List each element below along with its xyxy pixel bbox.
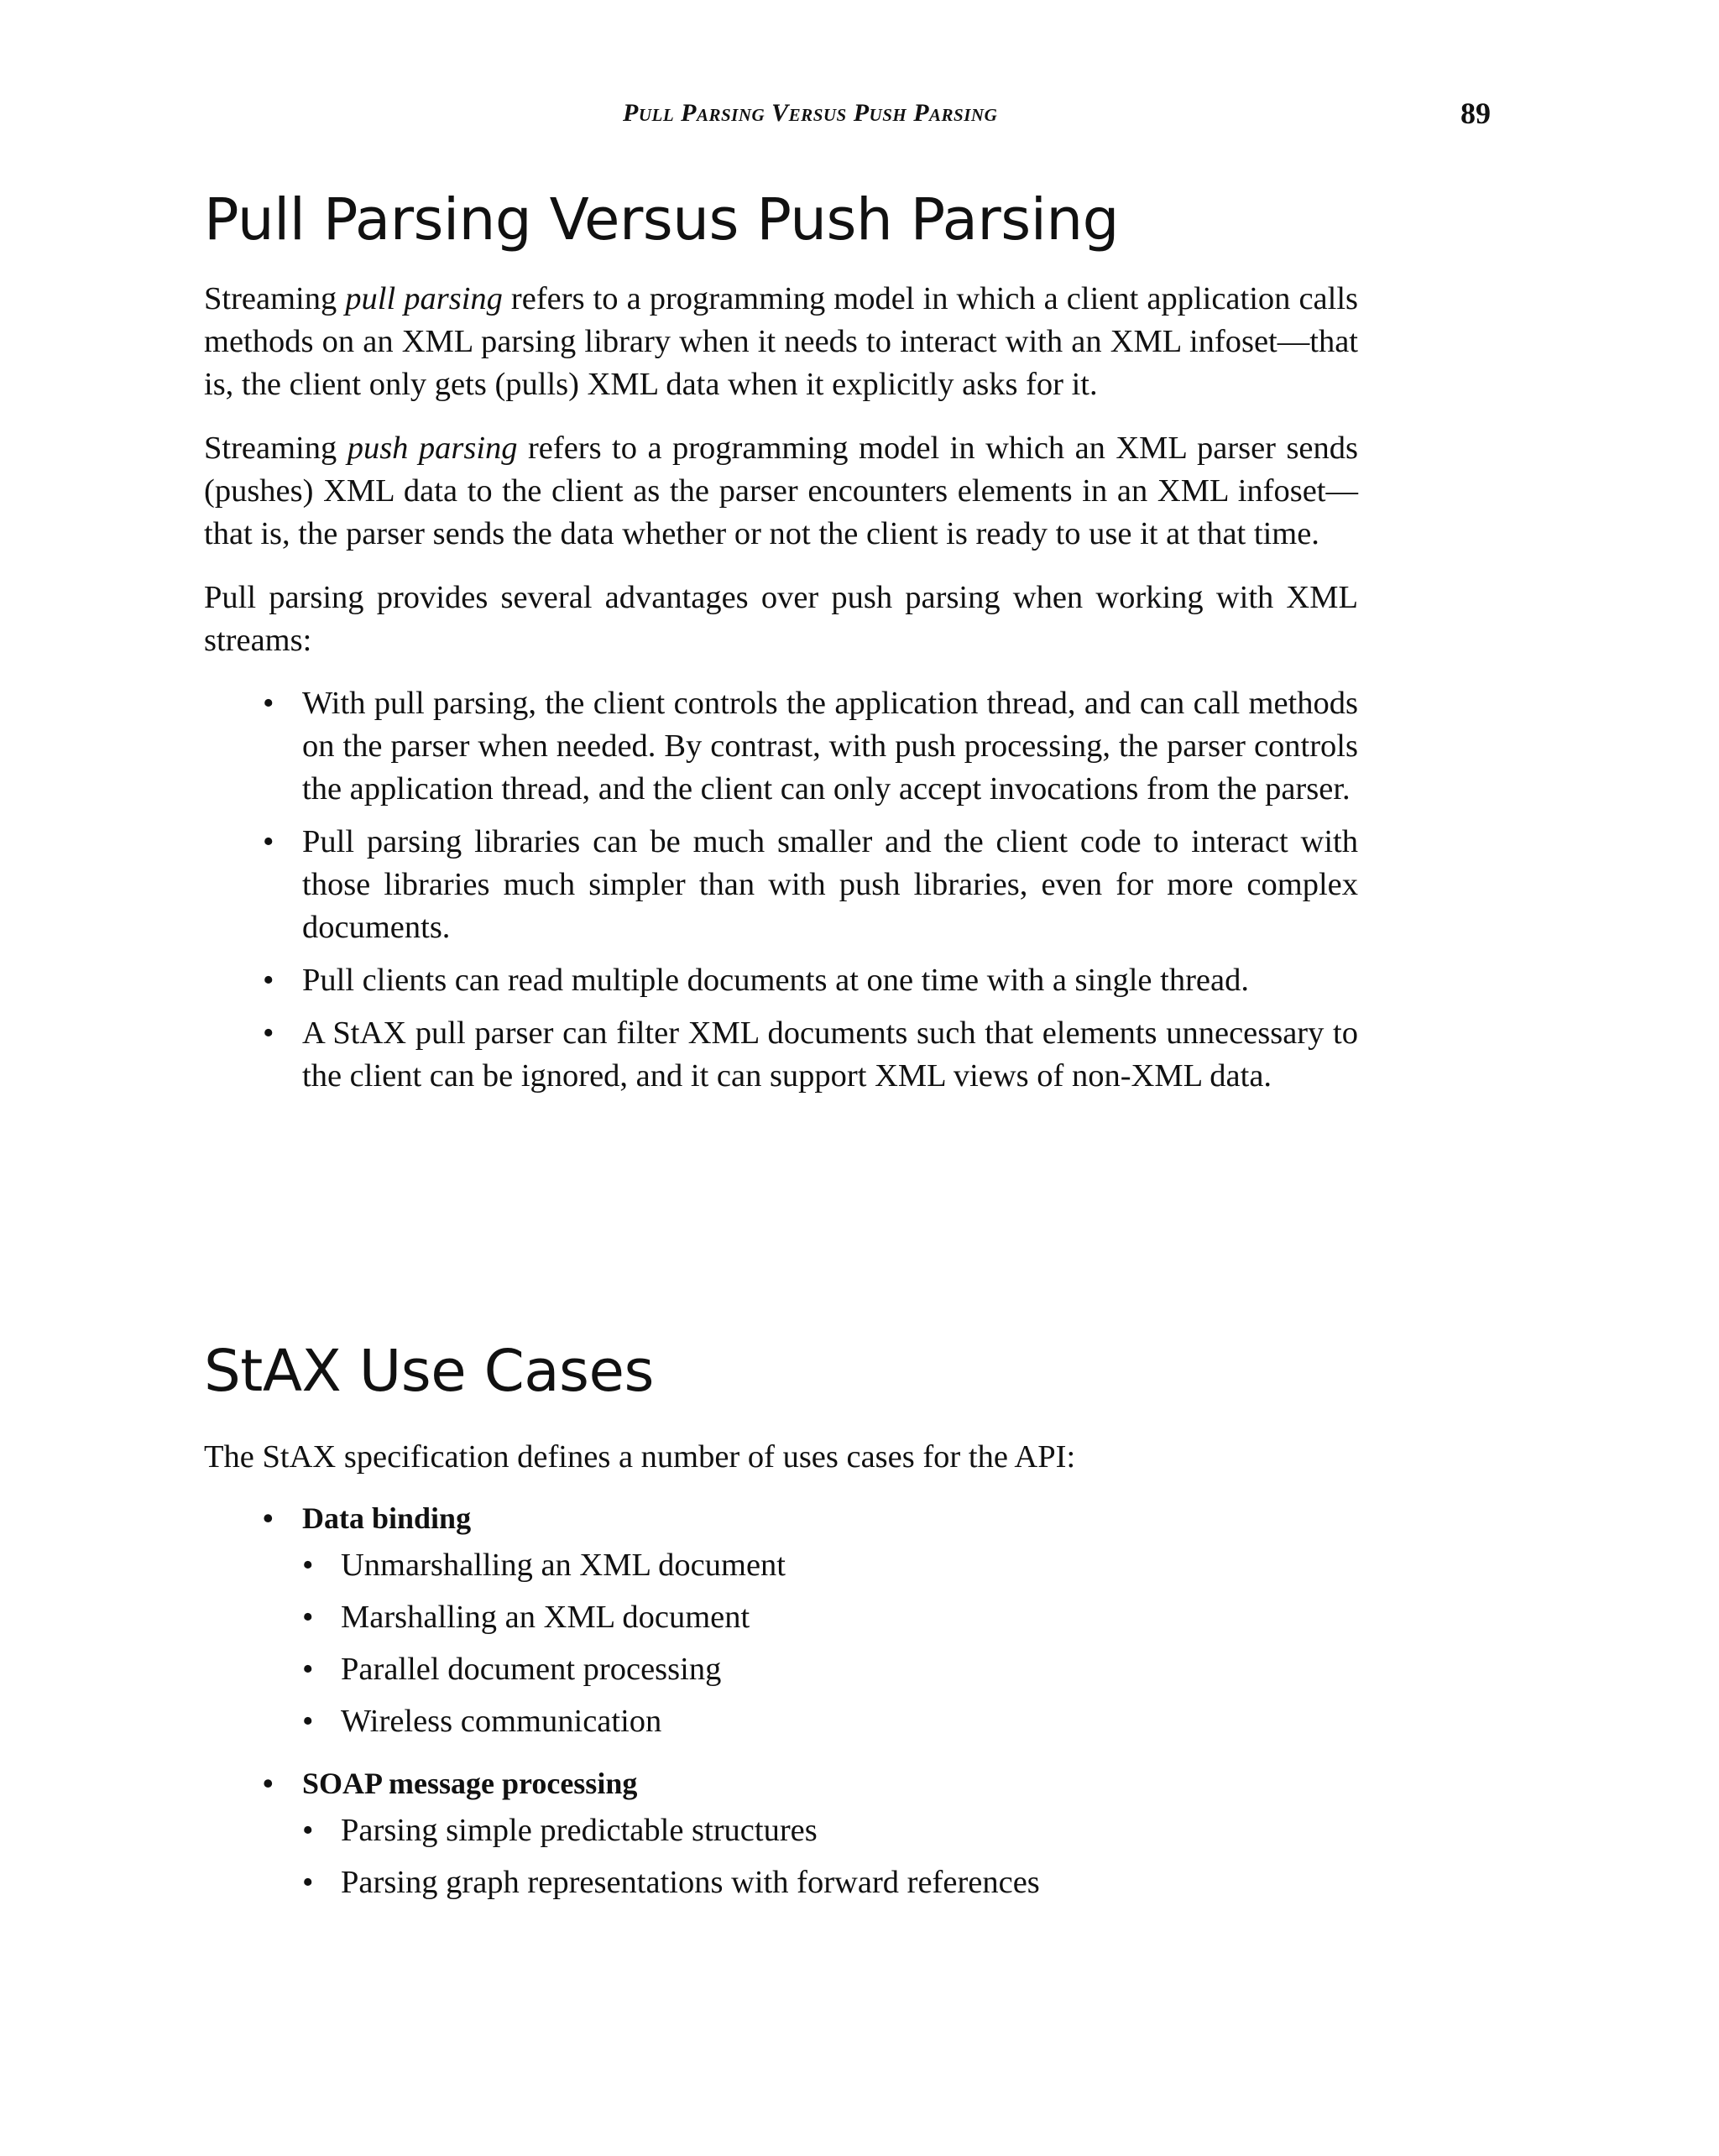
use-case-title: • SOAP message processing <box>204 1762 1358 1804</box>
paragraph-push-definition <box>204 427 1358 556</box>
list-item: • A StAX pull parser can filter XML documents such that elements unnecessary to the client can be ignored, and it can support XML views of non-XML data. <box>204 1012 1358 1098</box>
use-case-sublist <box>204 1804 1358 1908</box>
list-item: • Unmarshalling an XML document <box>204 1539 1358 1591</box>
list-item: • Wireless communication <box>204 1695 1358 1747</box>
section-heading: Pull Parsing Versus Push Parsing <box>204 186 1119 253</box>
list-item: • Pull parsing libraries can be much smaller and the client code to interact with those libraries much simpler than with push libraries, even for more complex documents. <box>204 821 1358 949</box>
paragraph-lead: Streaming <box>204 431 347 466</box>
use-case-sublist <box>204 1539 1358 1747</box>
paragraph-use-cases-intro: The StAX specification defines a number of uses cases for the API: <box>204 1439 1076 1475</box>
use-case-title: • Data binding <box>204 1497 1358 1539</box>
use-case-group-soap <box>204 1762 1358 1908</box>
list-item: • Parsing graph representations with forward references <box>204 1856 1358 1908</box>
paragraph-rest: refers to a programming model in which a client application calls methods on an XML parsing library when it needs to interact with an XML infoset—that is, the client only gets (pulls) XML data when it explicitly asks for it. <box>204 281 1358 402</box>
list-item: • With pull parsing, the client controls the application thread, and can call methods on the parser when needed. By contrast, with push processing, the parser controls the application thread, and the client can only accept invocations from the parser. <box>204 682 1358 811</box>
paragraph-lead: Streaming <box>204 281 346 316</box>
paragraph-pull-definition <box>204 278 1358 406</box>
term-pull-parsing: pull parsing <box>345 281 503 316</box>
running-head: Pull Parsing Versus Push Parsing <box>623 99 998 127</box>
list-item: • Marshalling an XML document <box>204 1591 1358 1643</box>
advantages-list <box>204 682 1358 1098</box>
paragraph-rest: refers to a programming model in which an XML parser sends (pushes) XML data to the client as the parser encounters elements in an XML infoset—that is, the parser sends the data whether or not the client is ready to use it at that time. <box>204 431 1358 551</box>
list-item: • Parsing simple predictable structures <box>204 1804 1358 1856</box>
use-case-groups <box>204 1497 1358 1908</box>
section-pull-vs-push <box>204 186 1358 1108</box>
list-item: • Parallel document processing <box>204 1643 1358 1695</box>
list-item: • Pull clients can read multiple documents at one time with a single thread. <box>204 959 1358 1002</box>
paragraph-advantages-intro: Pull parsing provides several advantages over push parsing when working with XML streams: <box>204 580 1358 658</box>
section-heading: StAX Use Cases <box>204 1338 654 1405</box>
page-number: 89 <box>1460 97 1491 130</box>
term-push-parsing: push parsing <box>347 431 518 466</box>
section-stax-use-cases <box>204 1338 1358 1924</box>
use-case-group-data-binding <box>204 1497 1358 1747</box>
